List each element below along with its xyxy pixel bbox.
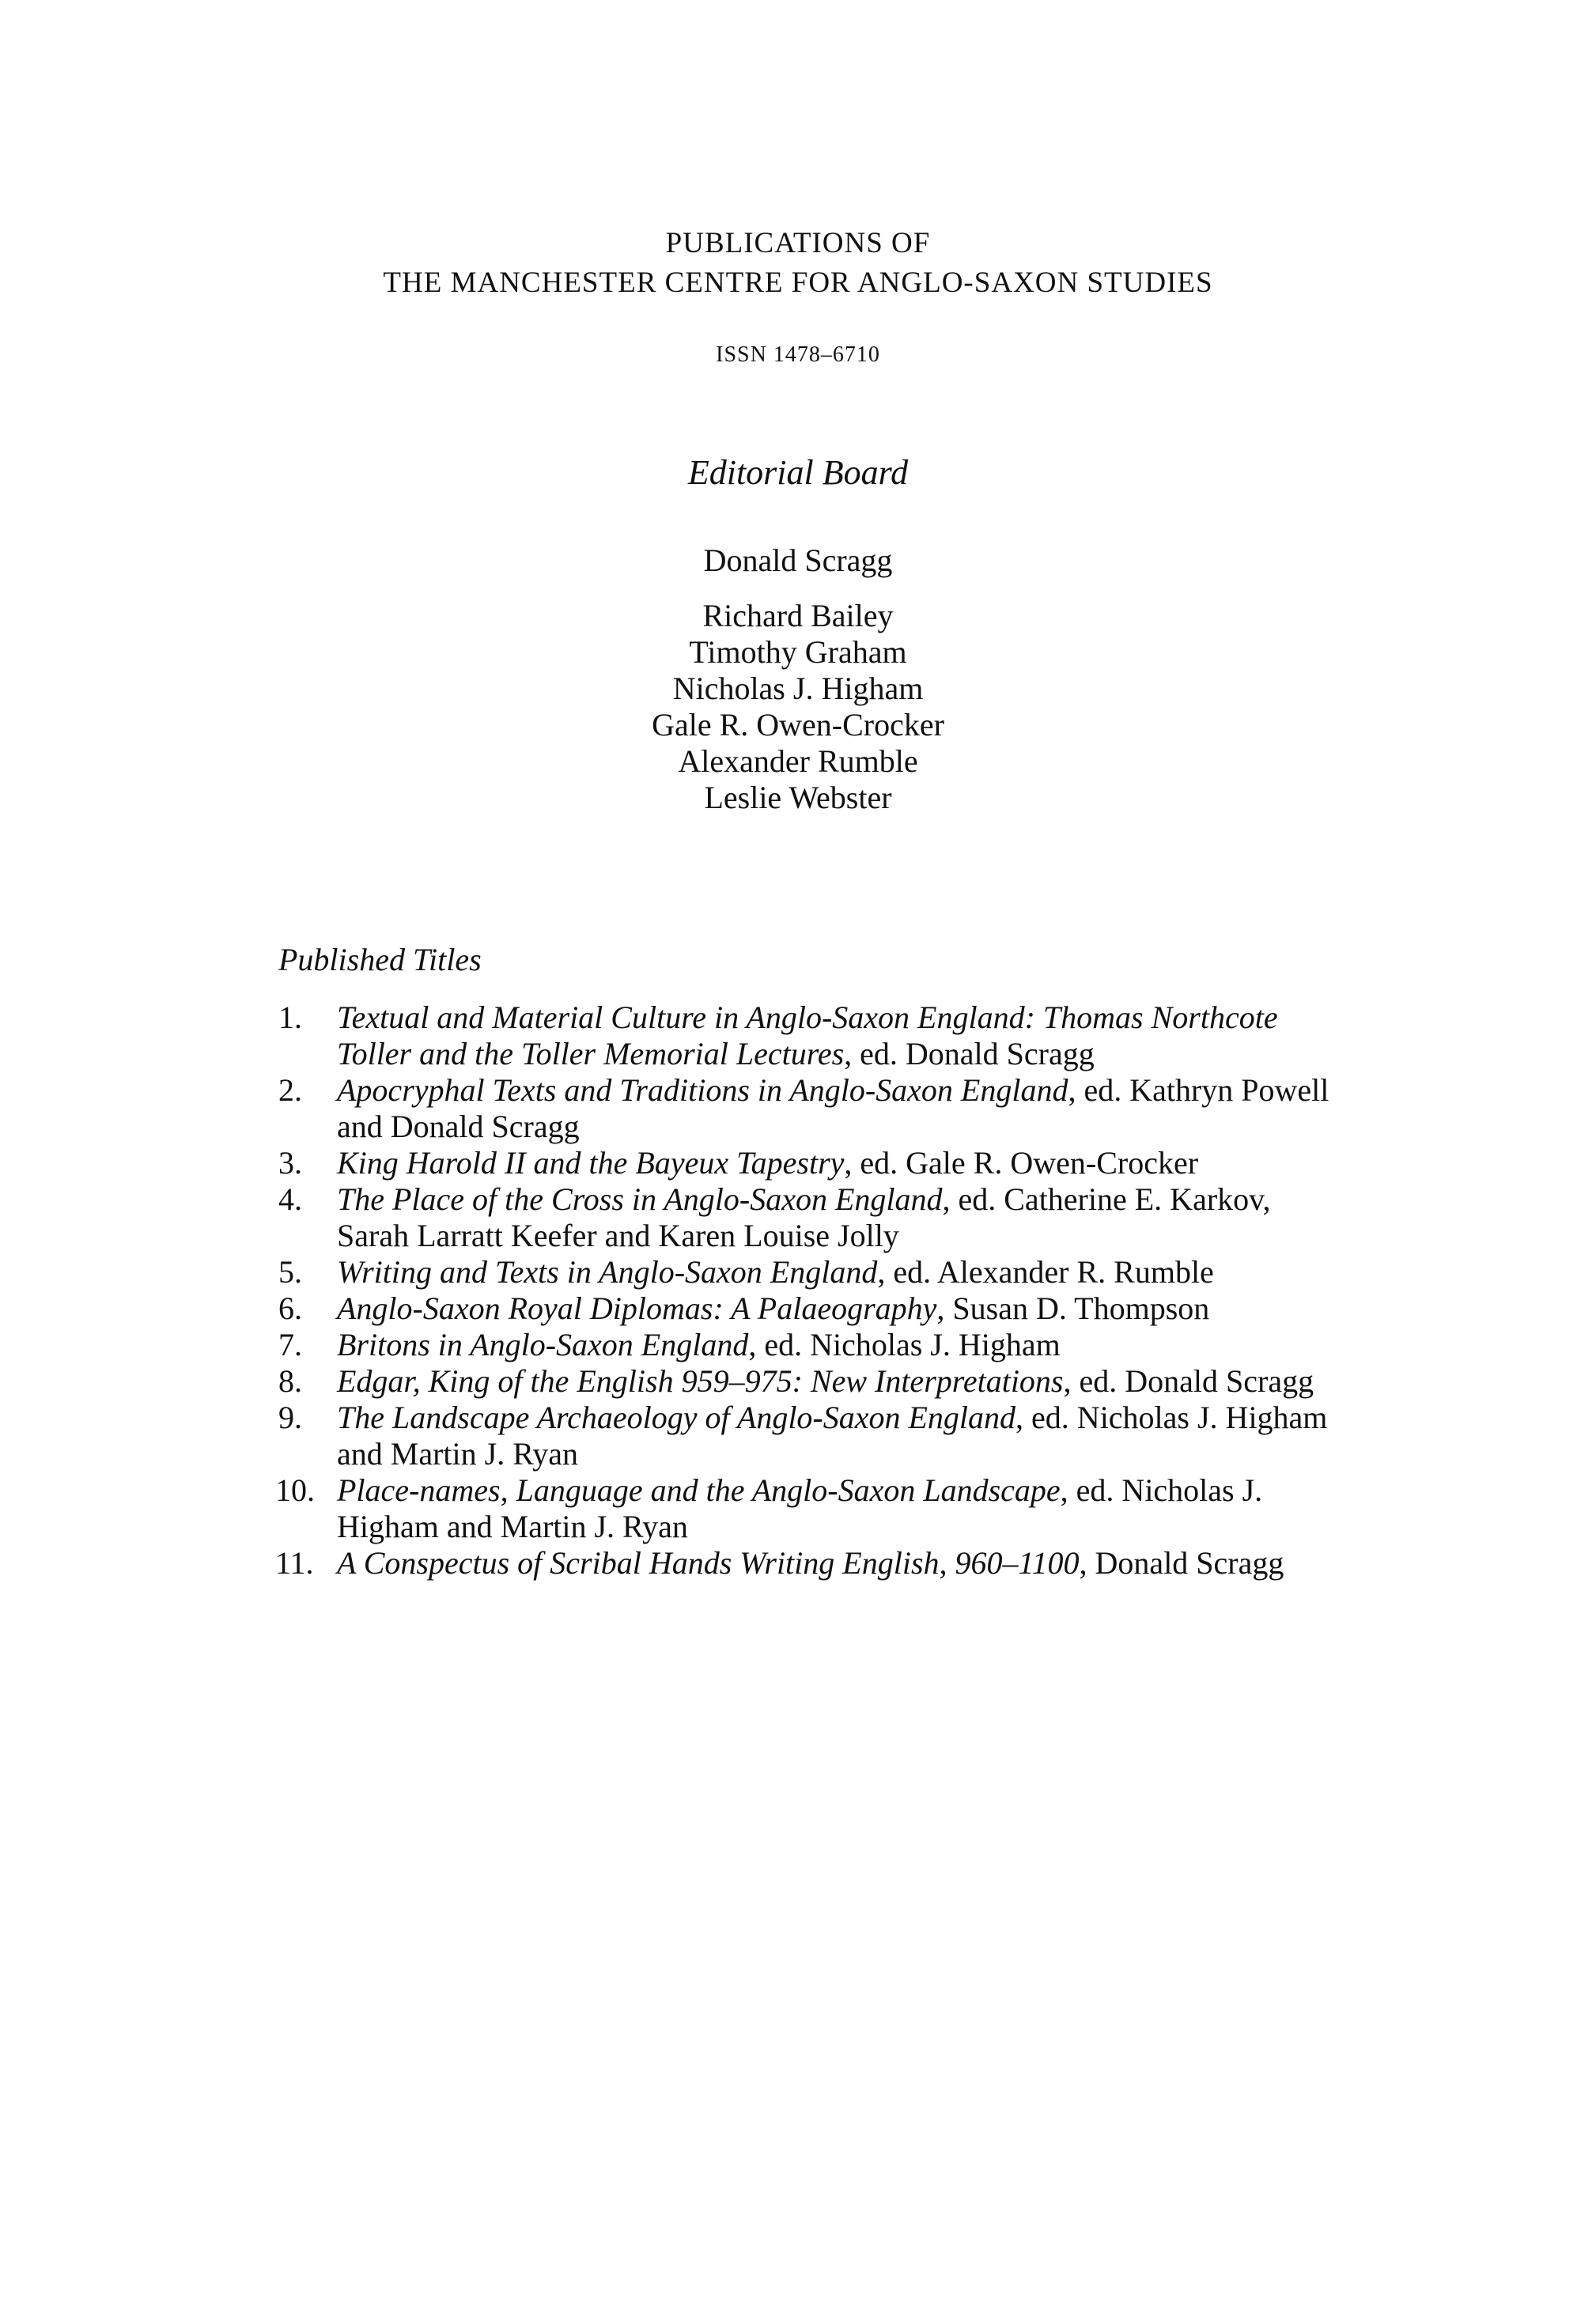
title-number: 8. [278, 1363, 302, 1399]
title-name: Writing and Texts in Anglo-Saxon England [337, 1254, 878, 1290]
title-name: Anglo-Saxon Royal Diplomas: A Palaeography [337, 1290, 937, 1326]
title-entry-1 [278, 1000, 1338, 1072]
board-member: Leslie Webster [704, 780, 892, 815]
title-number: 2. [278, 1072, 302, 1108]
title-credit: , ed. Nicholas J. Higham [748, 1327, 1061, 1362]
title-name: Britons in Anglo-Saxon England [337, 1327, 749, 1362]
title-entry-11 [275, 1545, 1338, 1581]
published-titles-heading: Published Titles [278, 942, 482, 977]
title-number: 1. [278, 1000, 302, 1035]
title-name: Apocryphal Texts and Traditions in Anglo-Saxon England [337, 1072, 1068, 1108]
title-entry-2 [278, 1072, 1338, 1145]
title-entry-8 [278, 1363, 1338, 1400]
series-title-line1: PUBLICATIONS OF [665, 227, 931, 259]
title-name: The Landscape Archaeology of Anglo-Saxon England [337, 1400, 1016, 1435]
title-credit: , Donald Scragg [1079, 1545, 1284, 1581]
title-entry-9 [278, 1400, 1338, 1472]
board-name-general-editor: Donald Scragg [703, 542, 893, 578]
title-entry-6 [278, 1290, 1338, 1327]
title-entry-5 [278, 1254, 1338, 1290]
board-member: Timothy Graham [689, 634, 907, 670]
title-name: The Place of the Cross in Anglo-Saxon England [337, 1181, 943, 1217]
title-credit: , ed. Kathryn Powell and Donald Scragg [337, 1072, 1329, 1144]
title-number: 11. [275, 1545, 314, 1581]
title-number: 6. [278, 1290, 302, 1326]
published-titles-list [275, 1000, 1338, 1581]
board-member: Nicholas J. Higham [672, 671, 924, 706]
title-name: Edgar, King of the English 959–975: New Interpretations [337, 1363, 1064, 1399]
title-name: Place-names, Language and the Anglo-Saxon Landscape [337, 1472, 1061, 1508]
title-credit: , ed. Catherine E. Karkov, Sarah Larratt Keefer and Karen Louise Jolly [337, 1181, 1271, 1253]
series-title-line2: THE MANCHESTER CENTRE FOR ANGLO-SAXON STUDIES [383, 266, 1213, 299]
editorial-board-heading: Editorial Board [687, 453, 909, 492]
title-entry-3 [278, 1145, 1338, 1181]
title-credit: , ed. Alexander R. Rumble [877, 1254, 1214, 1290]
title-credit: , ed. Donald Scragg [844, 1036, 1095, 1071]
title-credit: , ed. Nicholas J. Higham and Martin J. Ryan [337, 1472, 1263, 1544]
board-member: Alexander Rumble [678, 743, 918, 779]
title-number: 5. [278, 1254, 302, 1290]
title-entry-4 [278, 1181, 1338, 1254]
title-number: 4. [278, 1181, 302, 1217]
title-credit: , ed. Gale R. Owen-Crocker [844, 1145, 1199, 1181]
title-name: Textual and Material Culture in Anglo-Saxon England: Thomas Northcote Toller and the Toller Memorial Lectures [337, 1000, 1278, 1071]
title-entry-10 [275, 1472, 1338, 1545]
board-member: Gale R. Owen-Crocker [652, 707, 944, 743]
title-number: 9. [278, 1400, 302, 1435]
title-credit: , ed. Nicholas J. Higham and Martin J. Ryan [337, 1400, 1328, 1472]
title-number: 3. [278, 1145, 302, 1181]
title-number: 7. [278, 1327, 302, 1362]
title-credit: , ed. Donald Scragg [1063, 1363, 1314, 1399]
board-members [0, 598, 1596, 816]
title-name: A Conspectus of Scribal Hands Writing English, 960–1100 [337, 1545, 1080, 1581]
board-member: Richard Bailey [702, 598, 894, 633]
title-number: 10. [275, 1472, 315, 1508]
title-name: King Harold II and the Bayeux Tapestry [337, 1145, 845, 1181]
title-credit: , Susan D. Thompson [936, 1290, 1210, 1326]
general-editor [0, 542, 1596, 579]
issn: ISSN 1478–6710 [716, 342, 880, 367]
title-entry-7 [278, 1327, 1338, 1363]
